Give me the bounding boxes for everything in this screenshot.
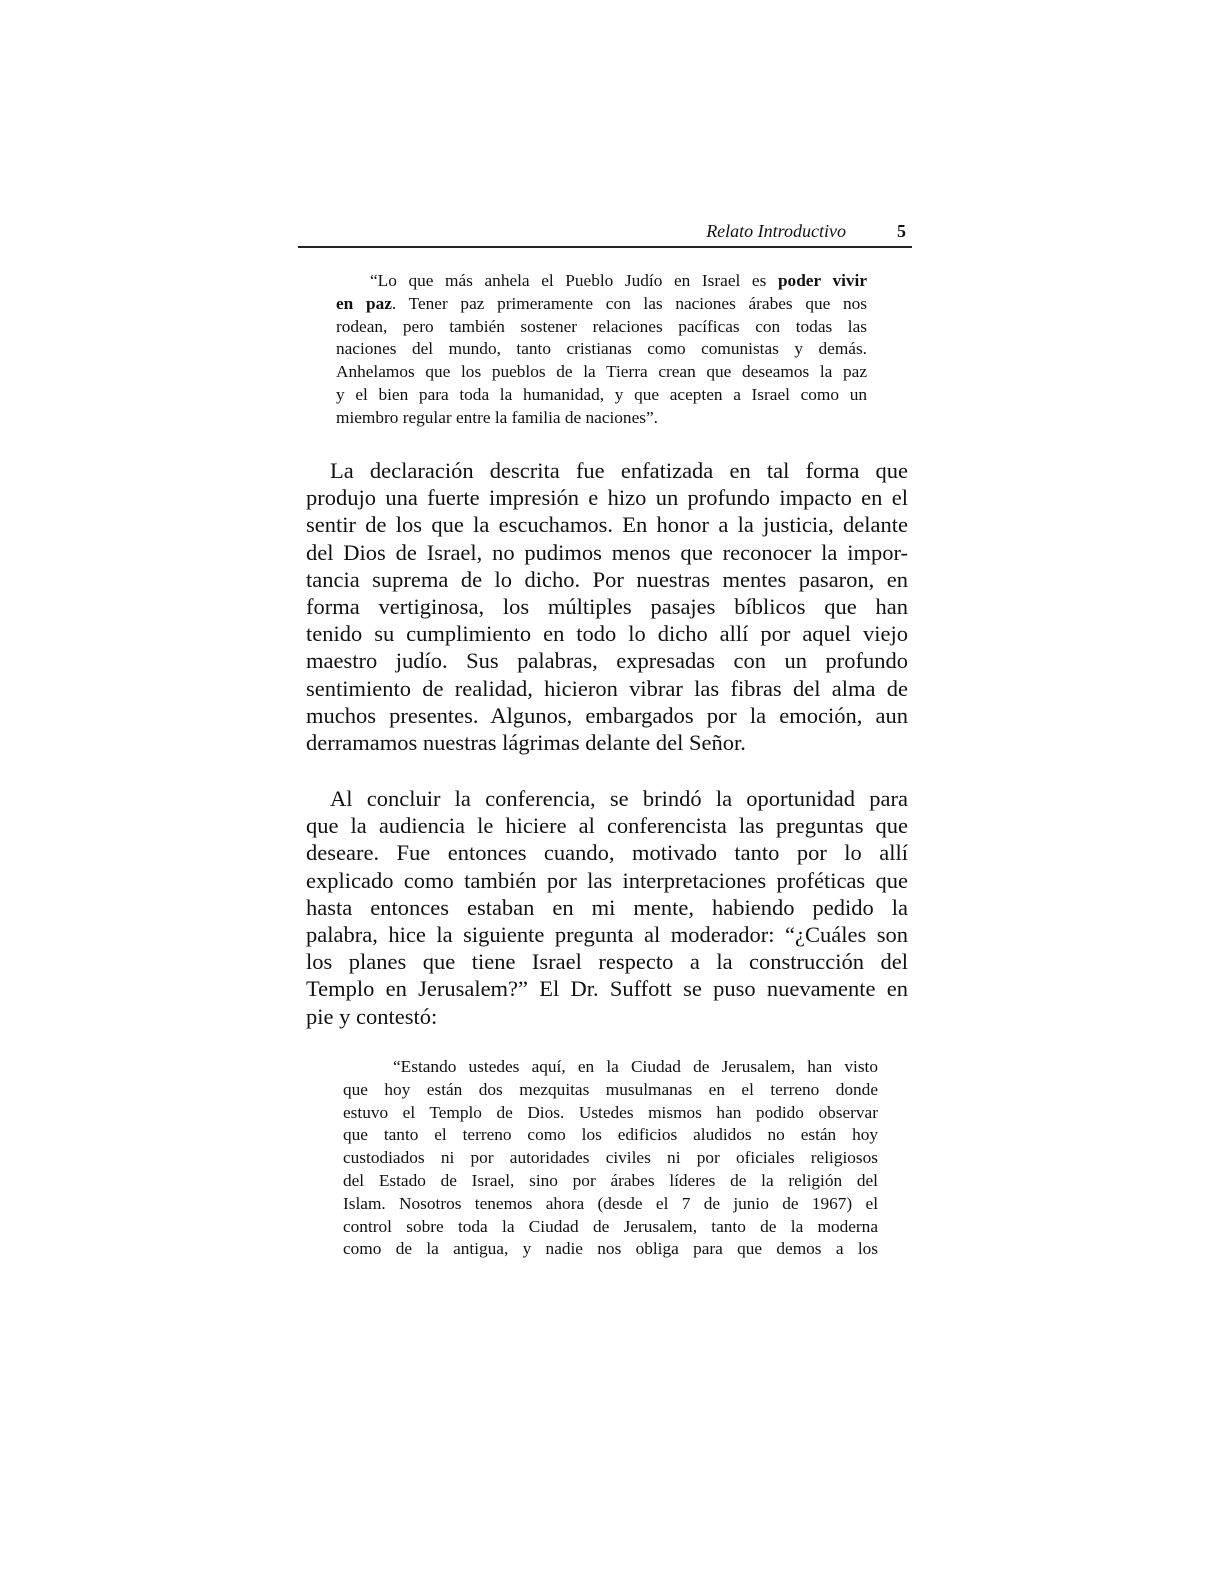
paragraph-1-line: muchos presentes. Algunos, embargados por la emoción, aun — [306, 702, 908, 728]
quote-2-line: custodiados ni por autoridades civiles ni por oficiales religiosos — [343, 1148, 878, 1168]
paragraph-1-line: sentir de los que la escuchamos. En honor a la justicia, delante — [306, 512, 908, 538]
quote-1-line: y el bien para toda la humanidad, y que acepten a Israel como un — [336, 384, 867, 404]
paragraph-2-line: palabra, hice la siguiente pregunta al moderador: “¿Cuáles son — [306, 922, 908, 948]
paragraph-2-line: Templo en Jerusalem?” El Dr. Suffott se puso nuevamente en — [306, 976, 908, 1002]
quote-2-line: estuvo el Templo de Dios. Ustedes mismos han podido observar — [343, 1102, 878, 1122]
paragraph-2-line: deseare. Fue entonces cuando, motivado tanto por lo allí — [306, 840, 908, 866]
quote-1-line: naciones del mundo, tanto cristianas como comunistas y demás. — [336, 339, 867, 359]
quote-2-line: del Estado de Israel, sino por árabes líderes de la religión del — [343, 1170, 878, 1190]
paragraph-1-line: del Dios de Israel, no pudimos menos que reconocer la impor- — [306, 539, 908, 565]
quote-2-line: Islam. Nosotros tenemos ahora (desde el 7 de junio de 1967) el — [343, 1193, 878, 1213]
paragraph-1 — [306, 457, 908, 756]
chapter-title: Relato Introductivo — [706, 221, 846, 241]
paragraph-1-line: sentimiento de realidad, hicieron vibrar las fibras del alma de — [306, 675, 908, 701]
paragraph-2-line: explicado como también por las interpretaciones proféticas que — [306, 867, 908, 893]
paragraph-2-line: pie y contestó: — [306, 1003, 438, 1029]
page-number: 5 — [897, 221, 906, 241]
paragraph-1-line: tenido su cumplimiento en todo lo dicho allí por aquel viejo — [306, 621, 908, 647]
paragraph-1-line: maestro judío. Sus palabras, expresadas con un profundo — [306, 648, 908, 674]
block-quote-1 — [336, 270, 867, 430]
paragraph-1-line: La declaración descrita fue enfatizada en tal forma que — [330, 458, 908, 483]
paragraph-1-line: derramamos nuestras lágrimas delante del Señor. — [306, 730, 746, 756]
quote-2-line: control sobre toda la Ciudad de Jerusalem, tanto de la moderna — [343, 1216, 878, 1236]
paragraph-1-line: tancia suprema de lo dicho. Por nuestras mentes pasaron, en — [306, 566, 908, 592]
emphasis-text: poder vivir — [777, 271, 867, 290]
paragraph-2-line: Al concluir la conferencia, se brindó la oportunidad para — [330, 786, 908, 811]
quote-1-line: Anhelamos que los pueblos de la Tierra crean que deseamos la paz — [336, 362, 867, 382]
quote-1-line: miembro regular entre la familia de naciones”. — [336, 407, 658, 427]
quote-1-line: en paz. Tener paz primeramente con las naciones árabes que nos — [336, 293, 867, 313]
quote-2-line: “Estando ustedes aquí, en la Ciudad de Jerusalem, han visto — [393, 1057, 878, 1076]
paragraph-1-line: forma vertiginosa, los múltiples pasajes bíblicos que han — [306, 594, 908, 620]
quote-2-line: que hoy están dos mezquitas musulmanas en el terreno donde — [343, 1079, 878, 1099]
quote-1-line: “Lo que más anhela el Pueblo Judío en Israel es poder vivir — [370, 271, 867, 290]
paragraph-2-line: que la audiencia le hiciere al conferencista las preguntas que — [306, 813, 908, 839]
paragraph-1-line: produjo una fuerte impresión e hizo un profundo impacto en el — [306, 485, 908, 511]
quote-2-line: que tanto el terreno como los edificios aludidos no están hoy — [343, 1125, 878, 1145]
running-header — [298, 220, 912, 248]
paragraph-2-line: hasta entonces estaban en mi mente, habiendo pedido la — [306, 894, 908, 920]
paragraph-2-line: los planes que tiene Israel respecto a la construcción del — [306, 949, 908, 975]
emphasis-text: en paz — [336, 293, 392, 313]
quote-2-line: como de la antigua, y nadie nos obliga para que demos a los — [343, 1239, 878, 1259]
paragraph-2 — [306, 785, 908, 1030]
quote-1-line: rodean, pero también sostener relaciones pacíficas con todas las — [336, 316, 867, 336]
block-quote-2 — [343, 1056, 878, 1261]
